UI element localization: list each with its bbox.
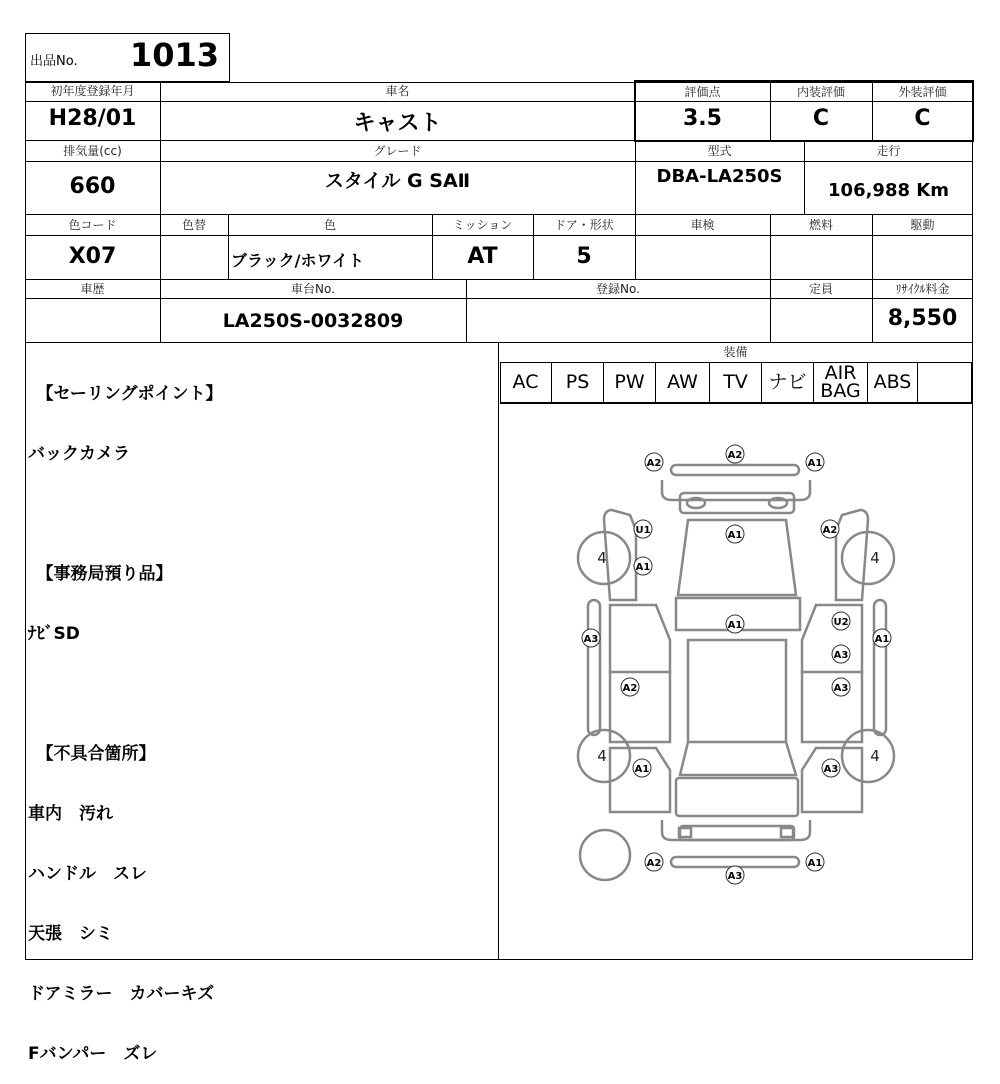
first-reg-label: 初年度登録年月 (50, 84, 135, 98)
damage-mark (726, 866, 744, 884)
chassis-value: LA250S-0032809 (222, 310, 404, 332)
equip-ps: PS (552, 362, 604, 402)
damage-mark (873, 629, 891, 647)
doors-value: 5 (576, 244, 592, 269)
svg-text:A1: A1 (807, 458, 823, 469)
svg-text:A1: A1 (807, 858, 823, 869)
selling-header: 【セーリングポイント】 (28, 384, 223, 404)
score-label: 評価点 (684, 85, 721, 99)
color-value: ブラック/ホワイト (231, 251, 365, 270)
score-value: 3.5 (683, 106, 722, 131)
damage-mark (621, 678, 639, 696)
damage-mark (726, 525, 744, 543)
exterior-label: 外装評価 (898, 85, 947, 99)
car-name-value: キャスト (353, 111, 442, 136)
svg-text:A2: A2 (646, 858, 662, 869)
model-label: 型式 (707, 144, 732, 158)
damage-mark (645, 853, 663, 871)
transmission-value: AT (467, 244, 498, 269)
color-label: 色 (323, 218, 336, 232)
svg-text:U1: U1 (635, 525, 651, 536)
equip-airbag-line1: AIR (824, 362, 857, 384)
equip-aw: AW (656, 362, 710, 402)
svg-text:A1: A1 (727, 530, 743, 541)
damage-mark (832, 678, 850, 696)
grade-label: グレード (373, 144, 422, 158)
defect-item: Fバンパー ズレ (28, 1044, 158, 1064)
svg-text:A3: A3 (727, 871, 743, 882)
grade-value: スタイル G SAⅡ (324, 170, 471, 192)
mileage-label: 走行 (876, 144, 901, 158)
fuel-label: 燃料 (808, 218, 833, 232)
interior-label: 内装評価 (796, 85, 845, 99)
car-damage-diagram (500, 404, 972, 960)
damage-mark (634, 520, 652, 538)
defect-item: 天張 シミ (28, 924, 113, 944)
damage-mark (645, 453, 663, 471)
drive-label: 駆動 (910, 218, 935, 232)
selling-item: バックカメラ (28, 444, 130, 464)
displacement-label: 排気量(cc) (63, 144, 122, 158)
equip-navi: ナビ (762, 362, 814, 402)
svg-text:A2: A2 (727, 450, 743, 461)
damage-mark (832, 645, 850, 663)
equip-airbag-line2: BAG (820, 380, 861, 402)
damage-mark (821, 520, 839, 538)
color-code-value: X07 (68, 244, 117, 269)
repaint-label: 色替 (181, 218, 206, 232)
office-header: 【事務局預り品】 (28, 564, 173, 584)
svg-text:A3: A3 (583, 634, 599, 645)
reg-no-label: 登録No. (596, 282, 640, 296)
damage-mark (726, 615, 744, 633)
damage-mark (582, 629, 600, 647)
tire-front-left: 4 (597, 549, 607, 567)
notes-section (28, 344, 498, 1084)
svg-text:A1: A1 (634, 764, 650, 775)
svg-text:A2: A2 (822, 525, 838, 536)
damage-mark (806, 453, 824, 471)
interior-value: C (812, 106, 830, 131)
tire-rear-left: 4 (597, 747, 607, 765)
damage-mark (822, 759, 840, 777)
equip-ac: AC (500, 362, 552, 402)
svg-text:A1: A1 (635, 562, 651, 573)
damage-mark (806, 853, 824, 871)
equip-abs: ABS (868, 362, 918, 402)
defect-item: ハンドル スレ (28, 864, 147, 884)
defect-header: 【不具合箇所】 (28, 744, 156, 764)
office-item: ﾅﾋﾞSD (28, 624, 80, 644)
equip-tv: TV (710, 362, 762, 402)
mileage-value: 106,988 Km (828, 180, 949, 201)
color-code-label: 色コード (68, 218, 117, 232)
recycle-value: 8,550 (887, 306, 958, 331)
recycle-label: ﾘｻｲｸﾙ料金 (895, 282, 950, 296)
svg-text:U2: U2 (833, 617, 849, 628)
equip-airbag (814, 362, 868, 402)
damage-mark (634, 557, 652, 575)
capacity-label: 定員 (808, 282, 833, 296)
lot-label: 出品No. (30, 54, 78, 69)
svg-text:A2: A2 (622, 683, 638, 694)
damage-mark (726, 445, 744, 463)
svg-text:A2: A2 (646, 458, 662, 469)
svg-text:A1: A1 (874, 634, 890, 645)
tire-front-right: 4 (870, 549, 880, 567)
defect-item: 車内 汚れ (28, 804, 113, 824)
svg-text:A3: A3 (833, 650, 849, 661)
displacement-value: 660 (69, 174, 116, 199)
equip-pw: PW (604, 362, 656, 402)
doors-label: ドア・形状 (554, 218, 614, 232)
first-reg-value: H28/01 (48, 106, 137, 131)
svg-text:A3: A3 (833, 683, 849, 694)
damage-mark (633, 759, 651, 777)
transmission-label: ミッション (452, 218, 513, 232)
equipment-label: 装備 (723, 345, 748, 359)
damage-mark (832, 612, 850, 630)
inspection-label: 車検 (690, 218, 715, 232)
svg-text:A3: A3 (823, 764, 839, 775)
car-name-label: 車名 (385, 84, 410, 98)
chassis-label: 車台No. (291, 282, 335, 296)
model-value: DBA-LA250S (656, 166, 783, 187)
defect-item: ドアミラー カバーキズ (28, 984, 215, 1004)
lot-number: 1013 (130, 36, 220, 74)
exterior-value: C (914, 106, 931, 131)
history-label: 車歴 (80, 282, 105, 296)
svg-text:A1: A1 (727, 620, 743, 631)
tire-rear-right: 4 (870, 747, 880, 765)
